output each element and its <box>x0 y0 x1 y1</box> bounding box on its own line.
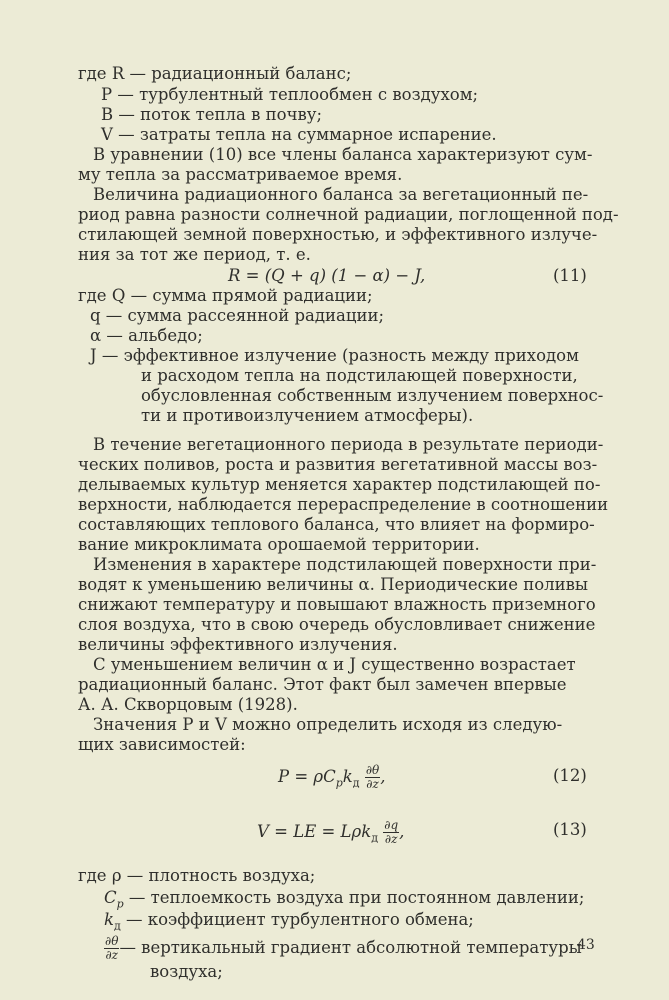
text-line: составляющих теплового баланса, что влияет на формиро- <box>78 515 595 534</box>
text-line: Величина радиационного баланса за вегетационный пе- <box>93 185 589 204</box>
text-line: верхности, наблюдается перераспределение в соотношении <box>78 495 609 514</box>
text-line: $k_д$ — коэффициент турбулентного обмена; <box>104 910 474 933</box>
text-line: щих зависимостей: <box>78 735 246 754</box>
text-line: обусловленная собственным излучением поверхнос- <box>141 386 604 405</box>
equation-13: V = LE = Lρk$_д$ $\frac{\partial q}{\partial z}$ , <box>257 818 405 846</box>
text-line: В течение вегетационного периода в результате периоди- <box>93 435 604 454</box>
text-line: где ρ — плотность воздуха; <box>78 866 316 885</box>
text-line: ти и противоизлучением атмосферы). <box>141 406 474 425</box>
text-line: где R — радиационный баланс; <box>78 64 352 83</box>
equation-number: (11) <box>553 266 587 285</box>
text-line: B — поток тепла в почву; <box>101 105 323 124</box>
text-line: С уменьшением величин α и J существенно возрастает <box>93 655 576 674</box>
text-line: где Q — сумма прямой радиации; <box>78 286 373 305</box>
text-line: ческих поливов, роста и развития вегетативной массы воз- <box>78 455 598 474</box>
text-line: величины эффективного излучения. <box>78 635 398 654</box>
text-line: V — затраты тепла на суммарное испарение. <box>101 125 497 144</box>
equation-11: R = (Q + q) (1 − α) − J, <box>228 266 426 285</box>
fraction: $\frac{\partial\theta}{\partial z}$ <box>365 763 380 791</box>
page-number: 43 <box>577 937 595 953</box>
text-line: делываемых культур меняется характер подстилающей по- <box>78 475 601 494</box>
text-line: му тепла за рассматриваемое время. <box>78 165 403 184</box>
equation-number: (13) <box>553 820 587 839</box>
text-line: $C_p$ — теплоемкость воздуха при постоянном давлении; <box>104 888 585 911</box>
text-line: и расходом тепла на подстилающей поверхности, <box>141 366 578 385</box>
equation-12: $P = \rho C_pk_д$ $\frac{\partial\theta}{\partial z}$ , <box>278 763 386 791</box>
equation-number: (12) <box>553 766 587 785</box>
text-line: водят к уменьшению величины α. Периодические поливы <box>78 575 589 594</box>
text-line: снижают температуру и повышают влажность приземного <box>78 595 596 614</box>
text-line: J — эффективное излучение (разность между приходом <box>90 346 579 365</box>
text-line: q — сумма рассеянной радиации; <box>90 306 385 325</box>
text-line: вание микроклимата орошаемой территории. <box>78 535 480 554</box>
text-line: слоя воздуха, что в свою очередь обусловливает снижение <box>78 615 596 634</box>
fraction: $\frac{\partial q}{\partial z}$ <box>384 818 399 846</box>
text-line: воздуха; <box>150 962 223 981</box>
text-line: P — турбулентный теплообмен с воздухом; <box>101 85 479 104</box>
fraction: $\frac{\partial\theta}{\partial z}$ <box>105 934 119 962</box>
text-line: Изменения в характере подстилающей поверхности при- <box>93 555 597 574</box>
text-line: $\frac{\partial\theta}{\partial z}$ — вертикальный градиент абсолютной температуры <box>105 934 582 962</box>
text-line: α — альбедо; <box>90 326 203 345</box>
text-line: Значения P и V можно определить исходя из следую- <box>93 715 563 734</box>
text-line: В уравнении (10) все члены баланса характеризуют сум- <box>93 145 593 164</box>
text-line: А. А. Скворцовым (1928). <box>78 695 298 714</box>
text-line: ния за тот же период, т. е. <box>78 245 311 264</box>
text-line: риод равна разности солнечной радиации, поглощенной под- <box>78 205 619 224</box>
text-line: радиационный баланс. Этот факт был замечен впервые <box>78 675 567 694</box>
text-line: стилающей земной поверхностью, и эффективного излуче- <box>78 225 598 244</box>
